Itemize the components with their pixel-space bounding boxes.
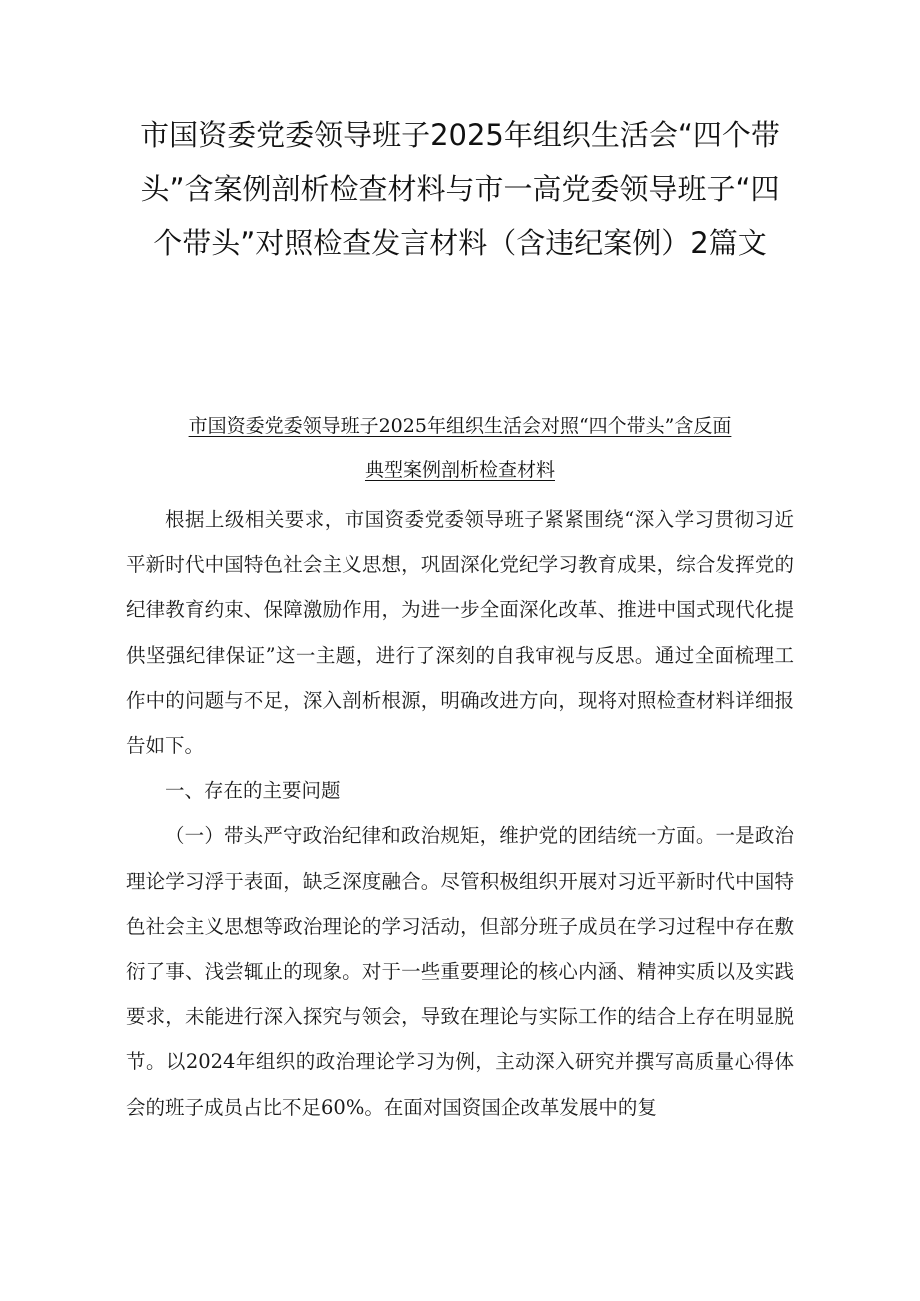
- document-title: 市国资委党委领导班子2025年组织生活会“四个带头”含案例剖析检查材料与市一高党委领导班子“四个带头”对照检查发言材料（含违纪案例）2篇文: [140, 118, 780, 260]
- section-title-line-1: 市国资委党委领导班子2025年组织生活会对照“四个带头”含反面: [188, 415, 732, 437]
- intro-paragraph: 根据上级相关要求，市国资委党委领导班子紧紧围绕“深入学习贯彻习近平新时代中国特色社会主义思想，巩固深化党纪学习教育成果，综合发挥党的纪律教育约束、保障激励作用，为进一步全面深化改革、推进中国式现代化提供坚强纪律保证”这一主题，进行了深刻的自我审视与反思。通过全面梳理工作中的问题与不足，深入剖析根源，明确改进方向，现将对照检查材料详细报告如下。: [126, 508, 794, 758]
- section-heading: 一、存在的主要问题: [165, 779, 341, 803]
- section-title-line-2: 典型案例剖析检查材料: [364, 459, 555, 481]
- document-body: [126, 497, 794, 1130]
- body-paragraph: （一）带头严守政治纪律和政治规矩，维护党的团结统一方面。一是政治理论学习浮于表面，缺乏深度融合。尽管积极组织开展对习近平新时代中国特色社会主义思想等政治理论的学习活动，但部分班子成员在学习过程中存在敷衍了事、浅尝辄止的现象。对于一些重要理论的核心内涵、精神实质以及实践要求，未能进行深入探究与领会，导致在理论与实际工作的结合上存在明显脱节。以2024年组织的政治理论学习为例，主动深入研究并撰写高质量心得体会的班子成员占比不足60%。在面对国资国企改革发展中的复: [126, 824, 794, 1119]
- section-title: [120, 404, 800, 492]
